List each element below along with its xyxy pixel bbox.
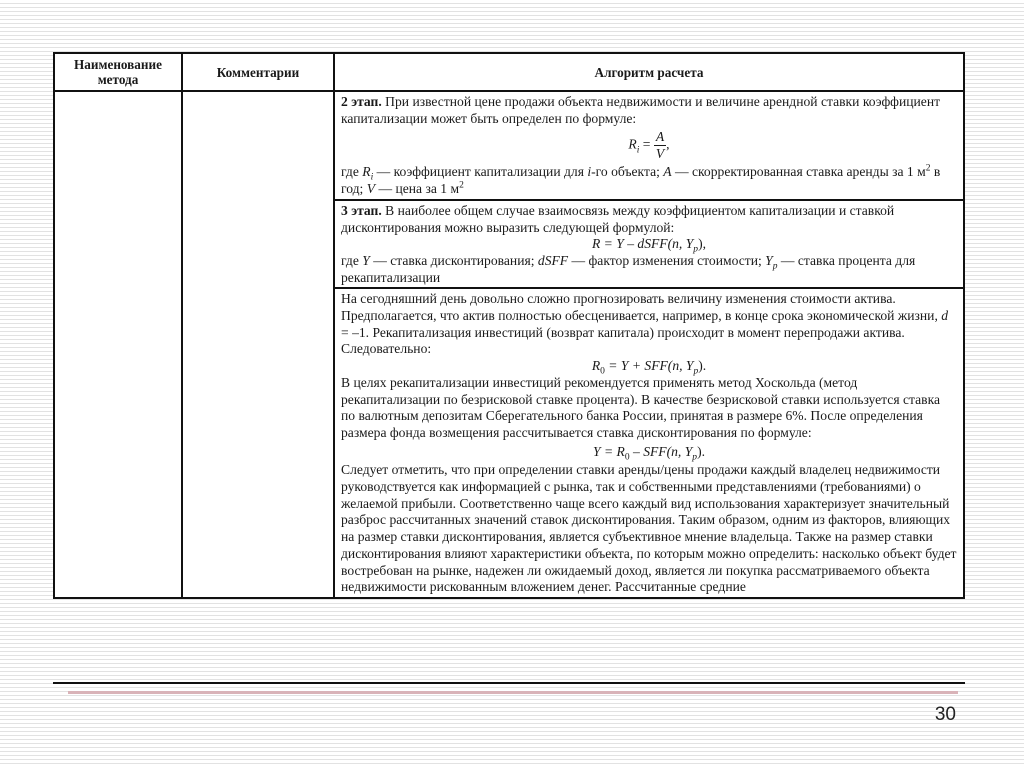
paragraph-discount-factors: Следует отметить, что при определении ставки аренды/цены продажи каждый владелец недвижимости руководствуется как информацией с рынка, так и собственными представлениями (требованиями) о желаемой прибыли. Соответственно чаще всего каждый вид использования характеризует значительный разброс рассчитанных значений ставок дисконтирования. Таким образом, одним из факторов, влияющих на размер ставки дисконтирования, является субъективное мнение владельца. Также на размер ставки дисконтирования влияют характеристики объекта, по которым можно определить: насколько объект будет востребован на рынке, надежен ли ожидаемый доход, является ли покупка рассматриваемого объекта недвижимости рискованным вложением денег. Рассчитанные средние <box>341 462 957 595</box>
page-number: 30 <box>934 704 956 725</box>
stage-3-cell <box>334 200 964 289</box>
footer-divider <box>68 691 958 694</box>
stage-4-cell <box>334 288 964 598</box>
paragraph-hoskold-method: В целях рекапитализации инвестиций рекомендуется применять метод Хоскольда (метод рекапитализации по безрисковой ставке процента). В качестве безрисковой ставки используется ставка по валютным депозитам Сберегательного банка России, принятая в размере 6%. После определения размера фонда возмещения рассчитывается ставка дисконтирования по формуле: <box>341 374 940 440</box>
stage-3-formula: R = Y – dSFF(n, $Y_p$), <box>591 236 706 255</box>
comments-cell <box>182 91 334 598</box>
formula-r0: $R_0 = Y + SFF(n$, $Y_p$). <box>591 358 707 377</box>
stage-2-formula: $R_i$ = $\frac{A}{V}$ , <box>628 129 670 162</box>
header-method-name: Наименование метода <box>54 53 182 91</box>
stage-3-text: В наиболее общем случае взаимосвязь между коэффициентом капитализации и ставкой дисконтирования можно выразить следующей формулой: <box>341 202 895 235</box>
stage-2-definitions: где $R_i$ — коэффициент капитализации для i-го объекта; A — скорректированная ставка аренды за 1 $м^2$ в год; V — цена за 1 $м^2$ <box>341 163 941 197</box>
table-header-row <box>54 53 964 91</box>
method-name-cell <box>54 91 182 598</box>
document-table-container <box>53 52 965 684</box>
stage-2-label: 2 этап. <box>341 94 382 109</box>
table-bottom-border <box>53 682 965 684</box>
stage-2-cell <box>334 91 964 200</box>
stage-3-definitions: где Y — ставка дисконтирования; dSFF — фактор изменения стоимости; $Y_p$ — ставка процента для рекапитализации <box>341 252 916 285</box>
header-comments: Комментарии <box>182 53 334 91</box>
fraction: $\frac{A}{V}$ <box>655 129 665 162</box>
stage-2-text: При известной цене продажи объекта недвижимости и величине арендной ставки коэффициент капитализации может быть определен по формуле: <box>341 94 941 126</box>
header-algorithm: Алгоритм расчета <box>334 53 964 91</box>
table-row <box>54 91 964 200</box>
stage-3-label: 3 этап. <box>341 202 382 218</box>
paragraph-asset-depreciation: На сегодняшний день довольно сложно прогнозировать величину изменения стоимости актива. Предполагается, что актив полностью обесценивается, например, в конце срока экономической жизни, d = –1. Рекапитализация инвестиций (возврат капитала) происходит в момент перепродажи актива. Следовательно: <box>341 291 949 357</box>
method-table <box>53 52 965 599</box>
formula-y: $Y = R_0 - SFF(n$, $Y_p$). <box>593 443 705 463</box>
